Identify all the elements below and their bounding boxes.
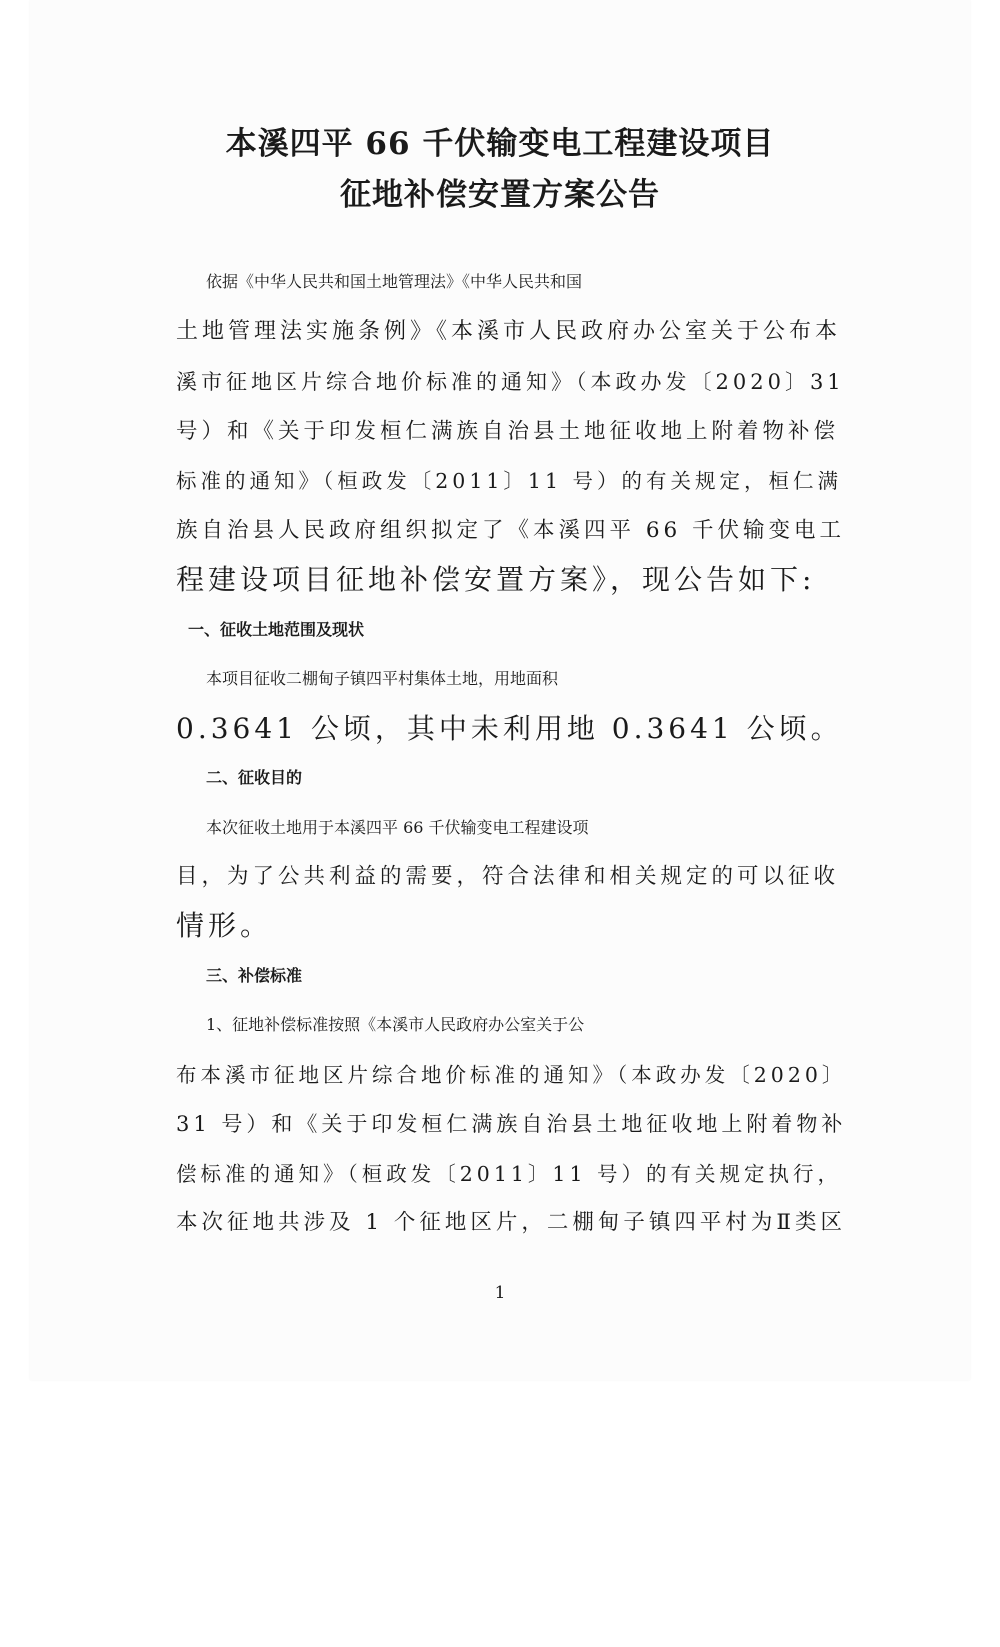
- section-heading-1: 一、征收土地范围及现状: [188, 620, 365, 639]
- body-line-7: 程建设项目征地补偿安置方案》，现公告如下:: [176, 563, 816, 596]
- body-line-20: 本次征地共涉及 1 个征地区片，二棚甸子镇四平村为Ⅱ类区: [176, 1210, 846, 1235]
- body-line-19: 偿标准的通知》（桓政发〔2011〕11 号）的有关规定执行，: [176, 1162, 843, 1186]
- body-line-14: 情形。: [176, 909, 273, 942]
- body-line-2: 土地管理法实施条例》《本溪市人民政府办公室关于公布本: [176, 319, 842, 344]
- body-line-3: 溪市征地区片综合地价标准的通知》（本政办发〔2020〕31: [176, 370, 845, 394]
- body-line-6: 族自治县人民政府组织拟定了《本溪四平 66 千伏输变电工: [176, 518, 846, 543]
- document-title-line1: 本溪四平 66 千伏输变电工程建设项目: [225, 126, 775, 162]
- body-line-17: 布本溪市征地区片综合地价标准的通知》（本政办发〔2020〕: [176, 1063, 847, 1087]
- body-line-10: 0.3641 公顷，其中未利用地 0.3641 公顷。: [176, 712, 843, 745]
- body-line-1: 依据《中华人民共和国土地管理法》《中华人民共和国: [206, 272, 583, 291]
- body-line-4: 号）和《关于印发桓仁满族自治县土地征收地上附着物补偿: [176, 419, 840, 444]
- body-line-12: 本次征收土地用于本溪四平 66 千伏输变电工程建设项: [206, 818, 589, 837]
- body-line-9: 本项目征收二棚甸子镇四平村集体土地，用地面积: [206, 669, 559, 688]
- body-line-16: 1、征地补偿标准按照《本溪市人民政府办公室关于公: [206, 1015, 585, 1034]
- document-title-line2: 征地补偿安置方案公告: [340, 177, 660, 213]
- body-line-13: 目，为了公共利益的需要，符合法律和相关规定的可以征收: [176, 864, 840, 889]
- section-heading-3: 三、补偿标准: [206, 966, 303, 985]
- page-number: 1: [494, 1283, 506, 1303]
- section-heading-2: 二、征收目的: [206, 768, 303, 787]
- body-line-18: 31 号）和《关于印发桓仁满族自治县土地征收地上附着物补: [176, 1112, 847, 1136]
- body-line-5: 标准的通知》（桓政发〔2011〕11 号）的有关规定，桓仁满: [176, 469, 843, 493]
